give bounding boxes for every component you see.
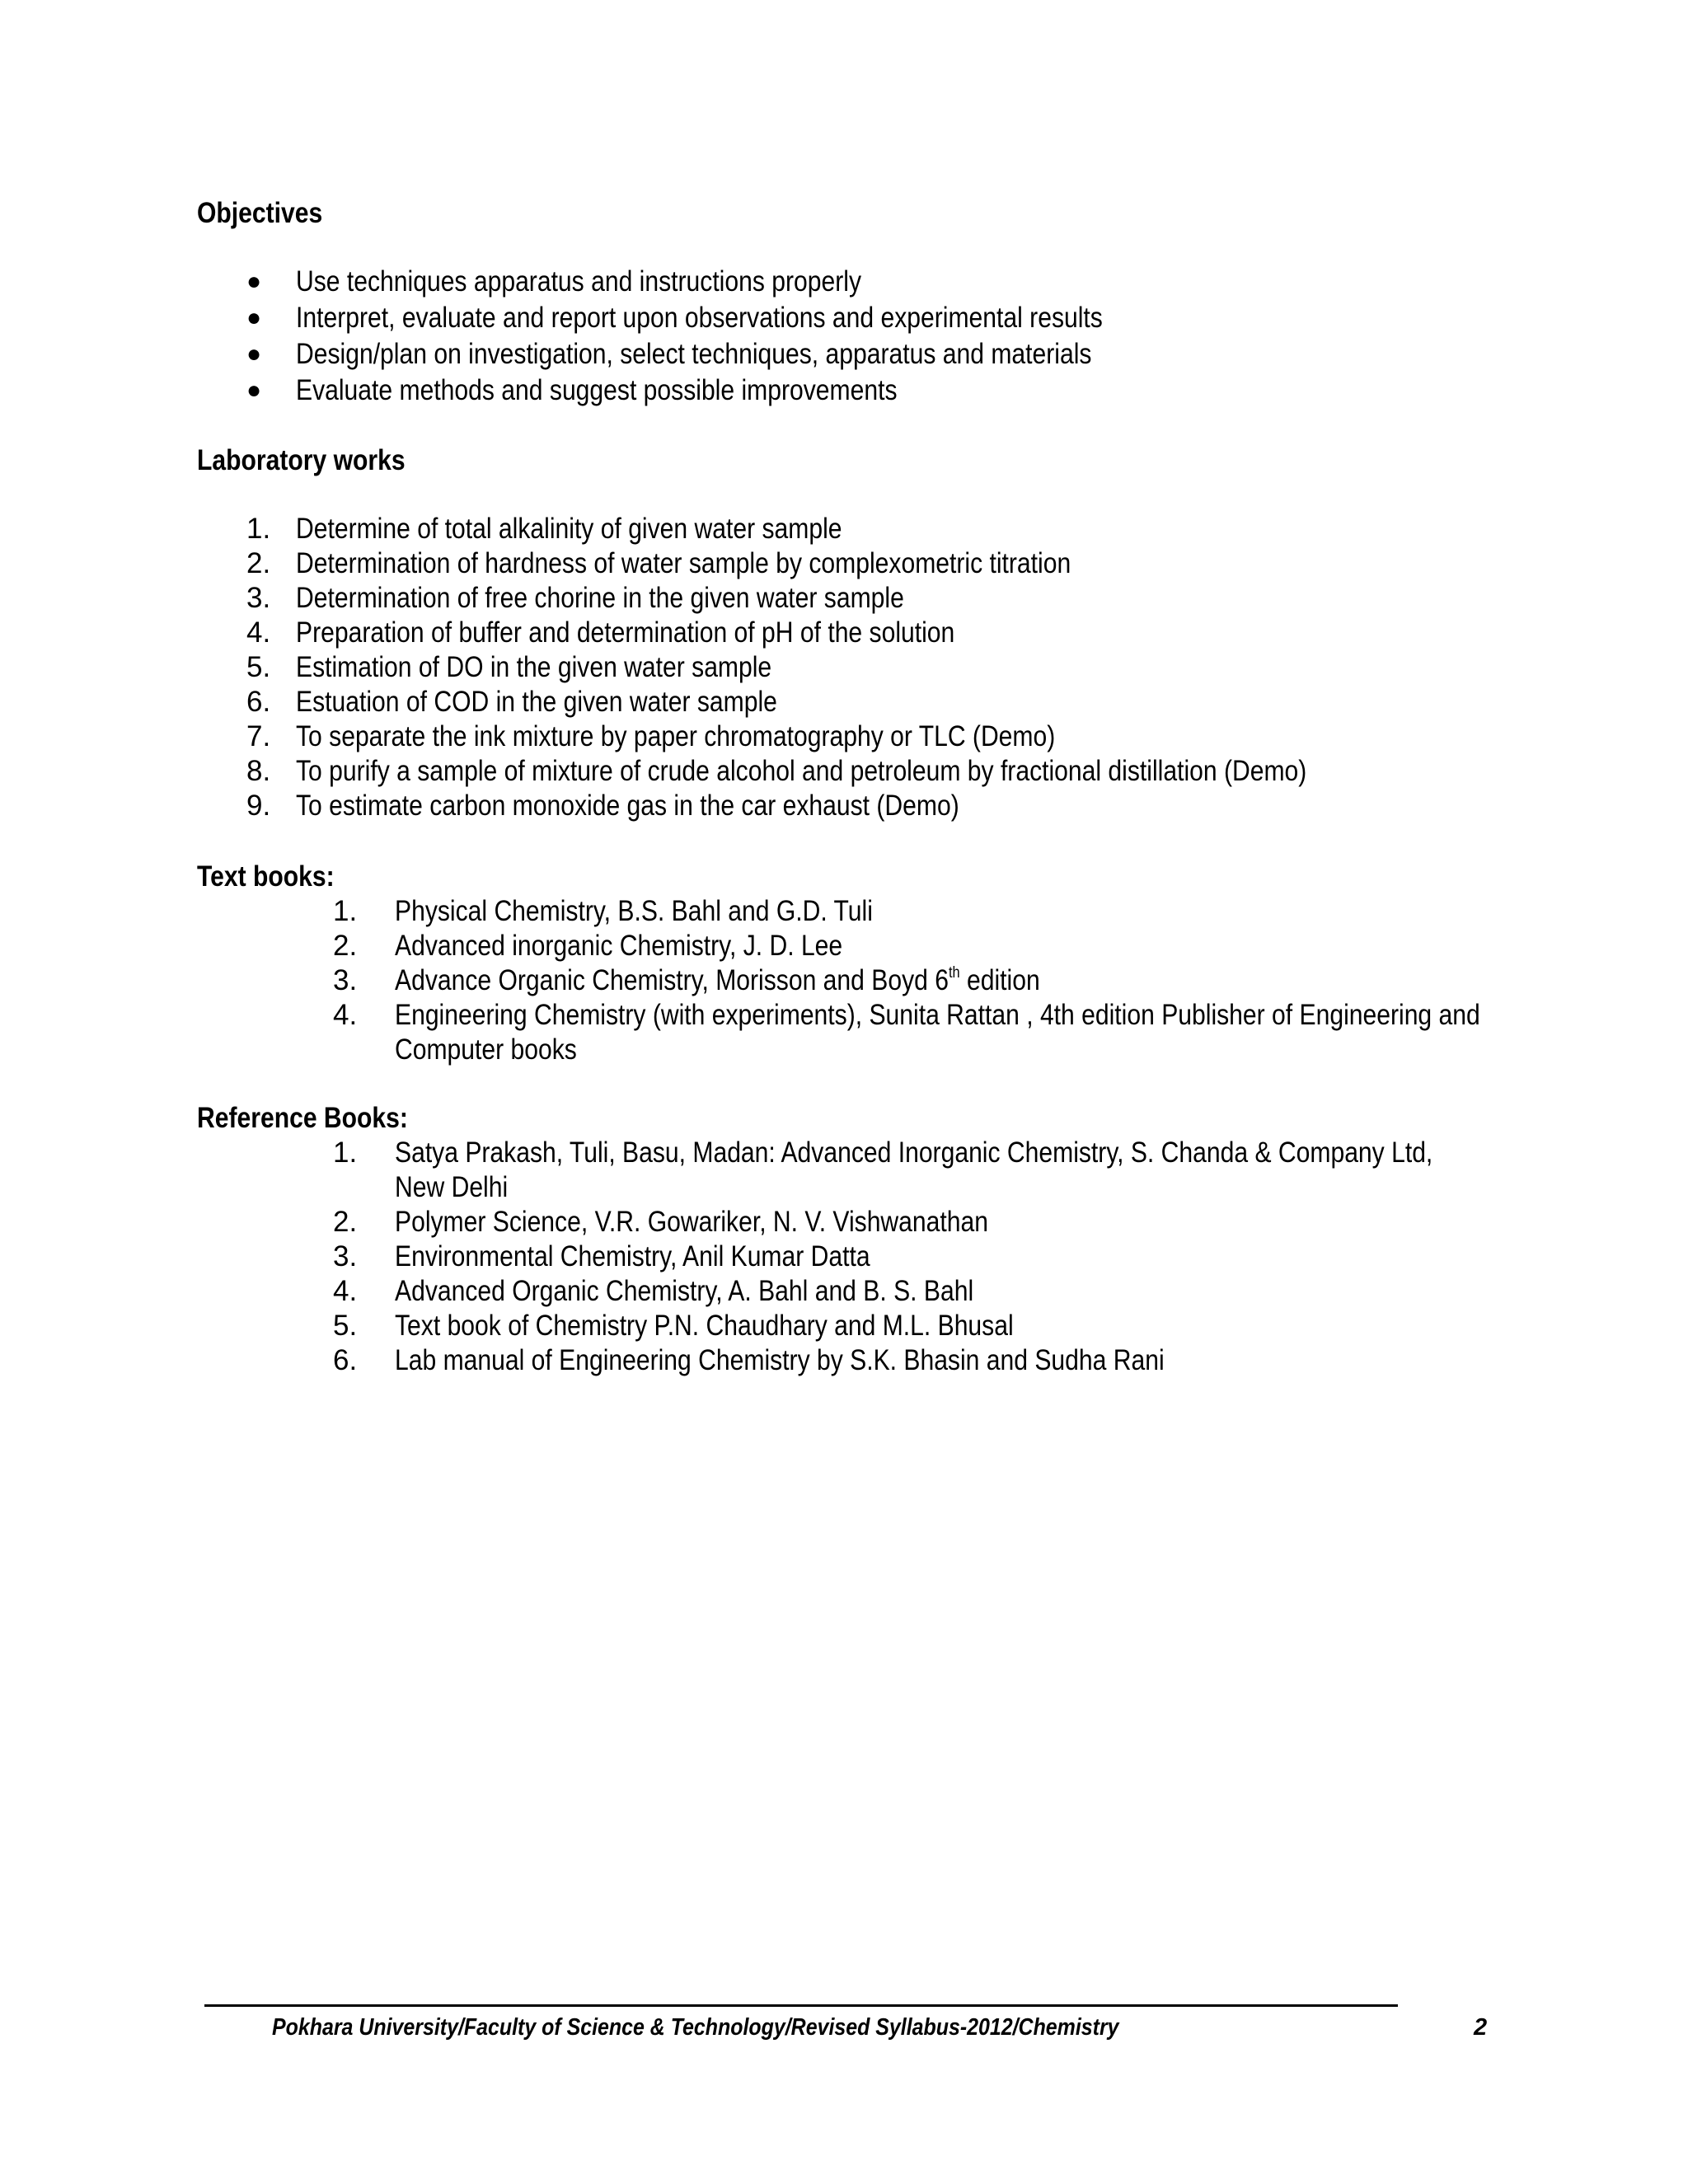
list-item [197,301,1516,335]
ordinal-superscript: th [948,964,960,982]
lab-item-text: Preparation of buffer and determination of pH of the solution [296,616,955,649]
objective-text: Use techniques apparatus and instructions properly [296,265,862,298]
book-text: Advanced inorganic Chemistry, J. D. Lee [395,930,843,962]
lab-item-text: Estimation of DO in the given water sample [296,651,772,683]
list-item [197,998,1516,1033]
references-heading: Reference Books: [197,1102,408,1134]
list-item [197,337,1516,372]
list-item [197,1136,1516,1170]
list-item [197,581,1516,616]
list-number: 3. [246,582,271,614]
reference-text: New Delhi [395,1171,509,1203]
list-number: 7. [246,720,271,752]
book-text: Engineering Chemistry (with experiments), Sunita Rattan , 4th edition Publisher of Engineering and [395,999,1480,1031]
list-number: 6. [333,1344,358,1376]
list-item [197,929,1516,963]
lab-item-text: Determination of hardness of water sample by complexometric titration [296,547,1071,579]
list-number: 4. [246,616,271,649]
list-item [197,373,1516,408]
page-number: 2 [1474,2014,1488,2041]
list-item-continuation [197,1033,1516,1067]
list-number: 8. [246,755,271,787]
bullet-icon: ● [246,268,262,295]
list-item [197,1274,1516,1309]
list-item [197,894,1516,929]
list-item [197,685,1516,719]
list-number: 1. [333,1137,358,1169]
list-item [197,754,1516,789]
list-item [197,719,1516,754]
list-number: 1. [333,895,358,927]
book-text [395,963,1040,998]
reference-text: Lab manual of Engineering Chemistry by S.K. Bhasin and Sudha Rani [395,1344,1165,1376]
bullet-icon: ● [246,340,262,368]
lab-item-text: To estimate carbon monoxide gas in the car exhaust (Demo) [296,790,959,822]
list-number: 3. [333,1240,358,1272]
list-number: 2. [246,547,271,579]
list-number: 5. [333,1310,358,1342]
bullet-icon: ● [246,377,262,404]
textbooks-section [197,860,1516,1067]
reference-text: Environmental Chemistry, Anil Kumar Datta [395,1240,870,1272]
list-number: 2. [333,1206,358,1238]
list-item [197,512,1516,546]
list-item [197,1343,1516,1378]
book-text-main: Advance Organic Chemistry, Morisson and Boyd 6 [395,964,949,996]
objective-text: Interpret, evaluate and report upon observations and experimental results [296,302,1103,334]
reference-text: Advanced Organic Chemistry, A. Bahl and B. S. Bahl [395,1275,974,1307]
laboratory-section [197,443,1516,823]
lab-item-text: Determination of free chorine in the given water sample [296,582,904,614]
list-item-continuation [197,1170,1516,1205]
list-number: 2. [333,930,358,962]
list-number: 4. [333,999,358,1031]
lab-item-text: To separate the ink mixture by paper chromatography or TLC (Demo) [296,720,1056,752]
list-number: 4. [333,1275,358,1307]
lab-item-text: Determine of total alkalinity of given water sample [296,513,842,545]
textbooks-heading: Text books: [197,860,335,893]
laboratory-heading: Laboratory works [197,444,406,476]
objectives-section [197,196,1516,408]
list-item [197,265,1516,299]
list-number: 9. [246,790,271,822]
book-text: Physical Chemistry, B.S. Bahl and G.D. Tuli [395,895,873,927]
bullet-icon: ● [246,304,262,331]
footer-divider [204,2004,1398,2007]
list-item [197,1309,1516,1343]
list-number: 5. [246,651,271,683]
objective-text: Design/plan on investigation, select techniques, apparatus and materials [296,338,1092,370]
list-number: 3. [333,964,358,996]
list-item [197,650,1516,685]
references-section [197,1101,1516,1378]
objectives-heading: Objectives [197,197,323,229]
list-item [197,789,1516,823]
list-item [197,963,1516,998]
objective-text: Evaluate methods and suggest possible improvements [296,374,898,406]
reference-text: Satya Prakash, Tuli, Basu, Madan: Advanced Inorganic Chemistry, S. Chanda & Company Ltd, [395,1137,1433,1169]
list-number: 6. [246,686,271,718]
lab-item-text: Estuation of COD in the given water sample [296,686,777,718]
list-item [197,546,1516,581]
list-item [197,1205,1516,1240]
book-text: Computer books [395,1033,577,1066]
reference-text: Text book of Chemistry P.N. Chaudhary and M.L. Bhusal [395,1310,1014,1342]
list-item [197,616,1516,650]
list-number: 1. [246,513,271,545]
book-text-suffix: edition [959,964,1040,996]
reference-text: Polymer Science, V.R. Gowariker, N. V. Vishwanathan [395,1206,988,1238]
footer-text: Pokhara University/Faculty of Science & Technology/Revised Syllabus-2012/Chemistry [272,2014,1119,2041]
list-item [197,1240,1516,1274]
lab-item-text: To purify a sample of mixture of crude alcohol and petroleum by fractional distillation (Demo) [296,755,1307,787]
